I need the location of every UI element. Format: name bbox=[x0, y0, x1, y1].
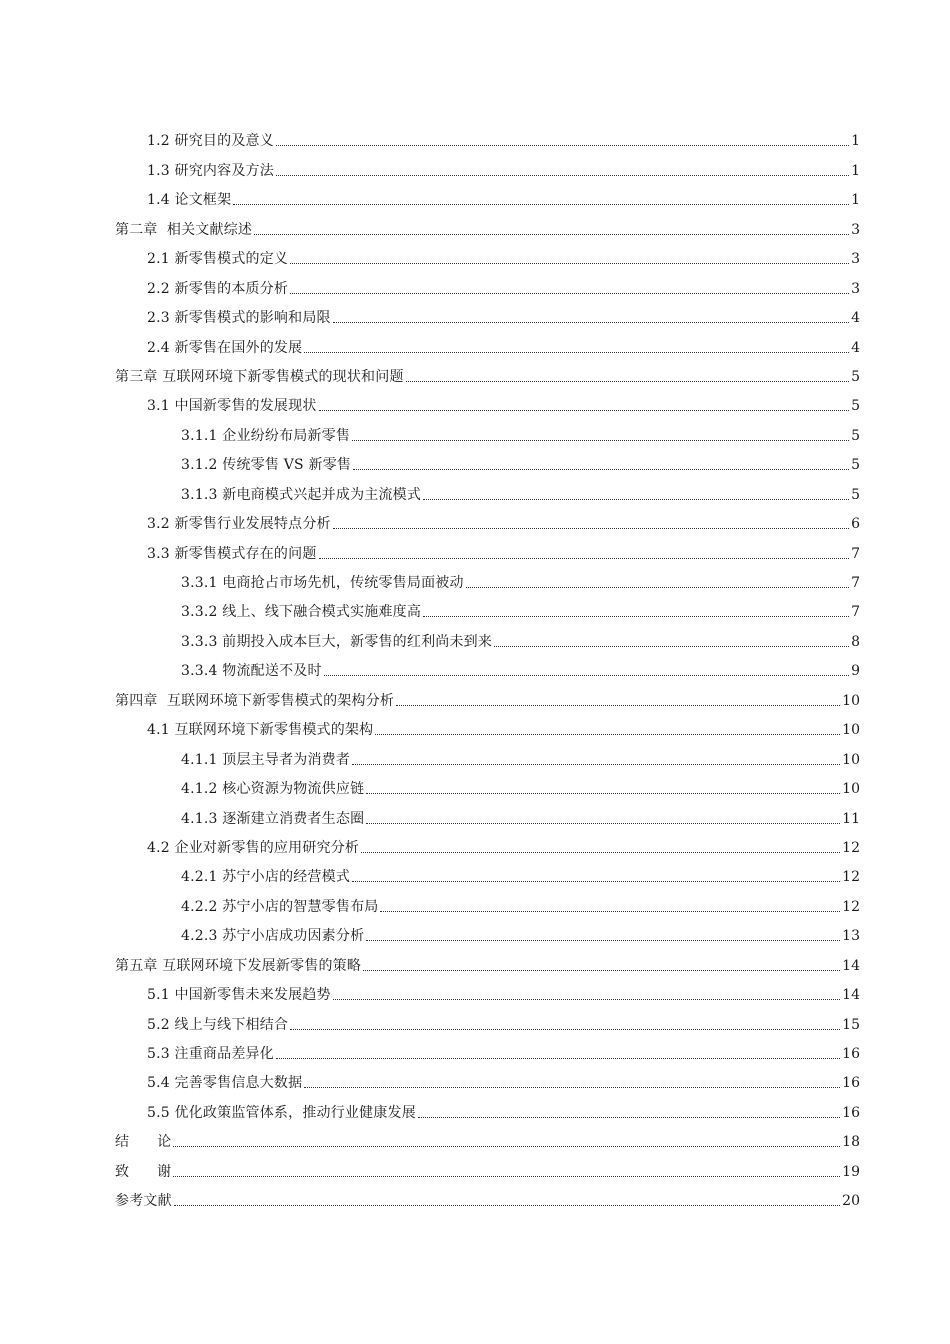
toc-entry[interactable] bbox=[115, 828, 860, 857]
toc-entry-page-number: 5 bbox=[851, 486, 860, 503]
toc-entry[interactable] bbox=[115, 533, 860, 562]
toc-entry-title: 第二章 相关文献综述 bbox=[115, 221, 253, 238]
toc-entry-page-number: 13 bbox=[842, 928, 860, 945]
toc-entry-page-number: 12 bbox=[842, 898, 860, 915]
toc-entry[interactable] bbox=[115, 474, 860, 503]
toc-entry-page-number: 5 bbox=[851, 398, 860, 415]
toc-entry-page-number: 9 bbox=[851, 663, 860, 680]
dot-leader bbox=[290, 293, 849, 294]
toc-entry-title: 5.5 优化政策监管体系，推动行业健康发展 bbox=[147, 1104, 416, 1121]
dot-leader bbox=[363, 970, 840, 971]
dot-leader bbox=[361, 852, 840, 853]
dot-leader bbox=[352, 764, 840, 765]
toc-entry-title: 2.1 新零售模式的定义 bbox=[147, 251, 289, 268]
toc-entry[interactable] bbox=[115, 298, 860, 327]
toc-entry-title: 3.1 中国新零售的发展现状 bbox=[147, 398, 317, 415]
dot-leader bbox=[324, 675, 849, 676]
dot-leader bbox=[366, 793, 840, 794]
toc-entry-page-number: 1 bbox=[851, 192, 860, 209]
dot-leader bbox=[304, 1087, 840, 1088]
toc-entry-page-number: 11 bbox=[842, 810, 860, 827]
toc-entry-page-number: 18 bbox=[842, 1134, 860, 1151]
toc-entry-title: 3.3 新零售模式存在的问题 bbox=[147, 545, 317, 562]
dot-leader bbox=[466, 587, 849, 588]
toc-entry[interactable] bbox=[115, 1122, 860, 1151]
toc-entry-title: 3.3.1 电商抢占市场先机，传统零售局面被动 bbox=[181, 575, 464, 591]
toc-entry-title: 1.2 研究目的及意义 bbox=[147, 133, 274, 150]
dot-leader bbox=[423, 616, 849, 617]
toc-entry[interactable] bbox=[115, 651, 860, 680]
toc-entry-page-number: 12 bbox=[842, 869, 860, 886]
toc-entry-page-number: 3 bbox=[851, 280, 860, 297]
toc-entry[interactable] bbox=[115, 150, 860, 179]
dot-leader bbox=[319, 410, 850, 411]
dot-leader bbox=[333, 528, 849, 529]
toc-entry[interactable] bbox=[115, 1063, 860, 1092]
dot-leader bbox=[418, 1117, 840, 1118]
toc-entry[interactable] bbox=[115, 886, 860, 915]
dot-leader bbox=[173, 1176, 840, 1177]
toc-entry-title: 3.1.1 企业纷纷布局新零售 bbox=[181, 427, 351, 444]
toc-entry-title: 第三章 互联网环境下新零售模式的现状和问题 bbox=[115, 368, 404, 385]
dot-leader bbox=[366, 823, 840, 824]
dot-leader bbox=[494, 646, 849, 647]
toc-entry-page-number: 14 bbox=[842, 987, 860, 1004]
toc-entry-page-number: 5 bbox=[851, 368, 860, 385]
dot-leader bbox=[254, 234, 849, 235]
toc-entry[interactable] bbox=[115, 357, 860, 386]
toc-entry-title: 参考文献 bbox=[115, 1193, 172, 1210]
toc-entry-title: 5.3 注重商品差异化 bbox=[147, 1046, 274, 1062]
dot-leader bbox=[333, 322, 849, 323]
toc-entry-title: 4.2.2 苏宁小店的智慧零售布局 bbox=[181, 898, 379, 915]
toc-entry-title: 1.4 论文框架 bbox=[147, 192, 232, 209]
toc-entry-page-number: 12 bbox=[842, 839, 860, 856]
toc-entry-page-number: 10 bbox=[842, 692, 860, 709]
dot-leader bbox=[174, 1205, 840, 1206]
dot-leader bbox=[304, 352, 849, 353]
dot-leader bbox=[276, 145, 849, 146]
toc-entry-title: 5.2 线上与线下相结合 bbox=[147, 1016, 289, 1033]
dot-leader bbox=[333, 999, 840, 1000]
toc-entry-title: 4.1.2 核心资源为物流供应链 bbox=[181, 781, 365, 798]
toc-entry-page-number: 4 bbox=[851, 310, 860, 327]
toc-entry-title: 5.1 中国新零售未来发展趋势 bbox=[147, 987, 331, 1004]
toc-entry-page-number: 3 bbox=[851, 251, 860, 268]
toc-entry[interactable] bbox=[115, 445, 860, 474]
toc-entry[interactable] bbox=[115, 415, 860, 444]
toc-entry-page-number: 8 bbox=[851, 633, 860, 650]
toc-entry-title: 4.2.3 苏宁小店成功因素分析 bbox=[181, 928, 365, 945]
toc-entry[interactable] bbox=[115, 710, 860, 739]
toc-entry[interactable] bbox=[115, 1034, 860, 1063]
toc-entry-page-number: 10 bbox=[842, 751, 860, 768]
dot-leader bbox=[353, 469, 849, 470]
toc-entry-page-number: 7 bbox=[851, 545, 860, 562]
toc-entry-title: 3.3.3 前期投入成本巨大，新零售的红利尚未到来 bbox=[181, 633, 493, 650]
toc-entry-title: 4.1.1 顶层主导者为消费者 bbox=[181, 751, 351, 768]
toc-entry-title: 4.2 企业对新零售的应用研究分析 bbox=[147, 839, 360, 856]
toc-entry-title: 1.3 研究内容及方法 bbox=[147, 162, 274, 179]
toc-entry-page-number: 19 bbox=[842, 1163, 860, 1180]
toc-entry-title: 第四章 互联网环境下新零售模式的架构分析 bbox=[115, 692, 395, 709]
toc-entry[interactable] bbox=[115, 621, 860, 650]
toc-entry[interactable] bbox=[115, 592, 860, 621]
toc-entry[interactable] bbox=[115, 121, 860, 150]
toc-entry-title: 第五章 互联网环境下发展新零售的策略 bbox=[115, 957, 362, 974]
dot-leader bbox=[173, 1146, 840, 1147]
toc-entry[interactable] bbox=[115, 209, 860, 238]
toc-entry[interactable] bbox=[115, 1004, 860, 1033]
toc-entry[interactable] bbox=[115, 945, 860, 974]
toc-entry[interactable] bbox=[115, 239, 860, 268]
dot-leader bbox=[352, 440, 849, 441]
dot-leader bbox=[290, 263, 849, 264]
dot-leader bbox=[380, 911, 840, 912]
dot-leader bbox=[423, 499, 849, 500]
dot-leader bbox=[352, 881, 840, 882]
toc-entry-title: 3.1.2 传统零售 VS 新零售 bbox=[181, 457, 352, 474]
dot-leader bbox=[276, 1058, 840, 1059]
toc-entry-page-number: 7 bbox=[851, 604, 860, 621]
toc-entry[interactable] bbox=[115, 739, 860, 768]
dot-leader bbox=[396, 705, 840, 706]
dot-leader bbox=[290, 1029, 840, 1030]
toc-entry[interactable] bbox=[115, 386, 860, 415]
toc-entry-title: 3.1.3 新电商模式兴起并成为主流模式 bbox=[181, 486, 422, 503]
toc-entry-page-number: 16 bbox=[842, 1075, 860, 1092]
toc-entry-title: 3.2 新零售行业发展特点分析 bbox=[147, 516, 331, 533]
dot-leader bbox=[319, 558, 850, 559]
toc-entry-page-number: 16 bbox=[842, 1046, 860, 1062]
toc-entry[interactable] bbox=[115, 327, 860, 356]
toc-entry-page-number: 1 bbox=[851, 162, 860, 179]
toc-entry[interactable] bbox=[115, 798, 860, 827]
toc-entry-title: 结 论 bbox=[115, 1134, 172, 1151]
toc-entry-page-number: 10 bbox=[842, 722, 860, 739]
toc-entry-page-number: 16 bbox=[842, 1104, 860, 1121]
dot-leader bbox=[406, 381, 849, 382]
toc-entry[interactable] bbox=[115, 268, 860, 297]
dot-leader bbox=[233, 204, 849, 205]
toc-entry-page-number: 14 bbox=[842, 957, 860, 974]
toc-entry-page-number: 1 bbox=[851, 133, 860, 150]
toc-entry-title: 致 谢 bbox=[115, 1163, 172, 1180]
toc-entry-title: 3.3.2 线上、线下融合模式实施难度高 bbox=[181, 604, 422, 621]
toc-entry-page-number: 4 bbox=[851, 339, 860, 356]
dot-leader bbox=[276, 175, 849, 176]
toc-entry-page-number: 20 bbox=[842, 1193, 860, 1210]
toc-entry-page-number: 5 bbox=[851, 457, 860, 474]
toc-entry[interactable] bbox=[115, 975, 860, 1004]
toc-entry-page-number: 5 bbox=[851, 427, 860, 444]
toc-entry-page-number: 15 bbox=[842, 1016, 860, 1033]
toc-entry-page-number: 10 bbox=[842, 781, 860, 798]
toc-entry-title: 4.2.1 苏宁小店的经营模式 bbox=[181, 869, 351, 886]
toc-entry[interactable] bbox=[115, 857, 860, 886]
toc-entry-title: 3.3.4 物流配送不及时 bbox=[181, 663, 322, 680]
toc-entry[interactable] bbox=[115, 1151, 860, 1180]
toc-entry-title: 4.1 互联网环境下新零售模式的架构 bbox=[147, 722, 374, 739]
toc-entry[interactable] bbox=[115, 1181, 860, 1210]
toc-entry[interactable] bbox=[115, 1092, 860, 1121]
toc-entry[interactable] bbox=[115, 180, 860, 209]
dot-leader bbox=[375, 734, 840, 735]
toc-entry-title: 5.4 完善零售信息大数据 bbox=[147, 1075, 303, 1092]
dot-leader bbox=[366, 940, 840, 941]
toc-entry-page-number: 7 bbox=[851, 575, 860, 591]
toc-entry[interactable] bbox=[115, 563, 860, 592]
toc-entry[interactable] bbox=[115, 680, 860, 709]
toc-entry-page-number: 6 bbox=[851, 516, 860, 533]
toc-entry[interactable] bbox=[115, 504, 860, 533]
toc-entry-title: 4.1.3 逐渐建立消费者生态圈 bbox=[181, 810, 365, 827]
table-of-contents bbox=[115, 121, 860, 1210]
toc-entry-title: 2.3 新零售模式的影响和局限 bbox=[147, 310, 331, 327]
toc-entry-title: 2.4 新零售在国外的发展 bbox=[147, 339, 303, 356]
toc-entry[interactable] bbox=[115, 769, 860, 798]
toc-entry-title: 2.2 新零售的本质分析 bbox=[147, 280, 289, 297]
toc-entry-page-number: 3 bbox=[851, 221, 860, 238]
toc-entry[interactable] bbox=[115, 916, 860, 945]
